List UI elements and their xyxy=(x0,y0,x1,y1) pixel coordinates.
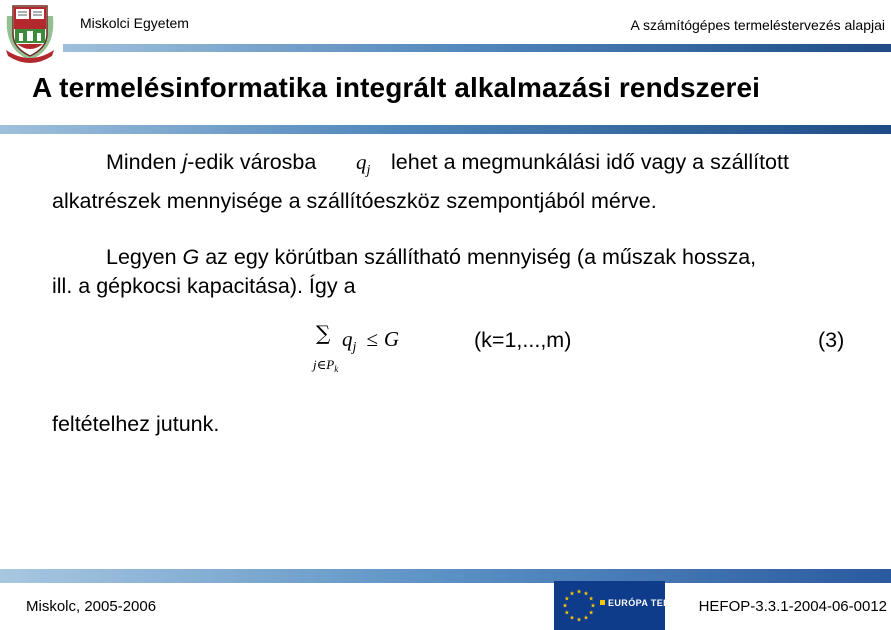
formula-range: (k=1,...,m) xyxy=(474,328,572,352)
eu-star xyxy=(565,596,570,600)
course-name: A számítógépes termeléstervezés alapjai xyxy=(630,17,885,33)
eu-star xyxy=(577,589,582,593)
university-crest-icon xyxy=(3,0,57,64)
eu-star xyxy=(563,603,568,607)
header-rule xyxy=(63,44,891,52)
sum-symbol: ∑ xyxy=(316,321,331,345)
eu-star xyxy=(589,596,594,600)
paragraph1-line2: alkatrészek mennyisége a szállítóeszköz szempontjából mérve. xyxy=(52,189,657,213)
footer-rule xyxy=(0,569,891,583)
paragraph2-line2: ill. a gépkocsi kapacitása). Így a xyxy=(52,274,356,298)
paragraph1-start: Minden j-edik városba xyxy=(106,150,317,174)
footer-project-code: HEFOP-3.3.1-2004-06-0012 xyxy=(698,598,887,615)
eu-star xyxy=(591,603,596,607)
paragraph2-start: Legyen G az egy körútban szállítható mennyiség (a műszak hossza, xyxy=(106,245,757,269)
eu-star xyxy=(570,591,575,595)
eu-flag-icon xyxy=(558,585,600,626)
eu-star xyxy=(577,617,582,621)
formula-expression: $q_j \le G$ xyxy=(342,327,400,355)
eu-star xyxy=(589,610,594,614)
eu-star xyxy=(584,615,589,619)
eu-logo-text: EURÓPA TERV xyxy=(600,598,676,608)
title-rule xyxy=(0,125,891,134)
equation-number: (3) xyxy=(818,328,845,352)
slide-title: A termelésinformatika integrált alkalmazási rendszerei xyxy=(32,72,760,103)
eu-star xyxy=(570,615,575,619)
formula-sum-index: $j\in P_k$ xyxy=(313,357,339,374)
eu-star xyxy=(584,591,589,595)
eu-logo xyxy=(554,581,677,630)
paragraph1-end: lehet a megmunkálási idő vagy a szállított xyxy=(391,150,789,174)
footer-place-date: Miskolc, 2005-2006 xyxy=(26,598,157,615)
paragraph3: feltételhez jutunk. xyxy=(52,412,220,436)
paragraph1-variable: $q_j$ xyxy=(356,150,371,178)
eu-star xyxy=(565,610,570,614)
university-name: Miskolci Egyetem xyxy=(80,15,189,31)
